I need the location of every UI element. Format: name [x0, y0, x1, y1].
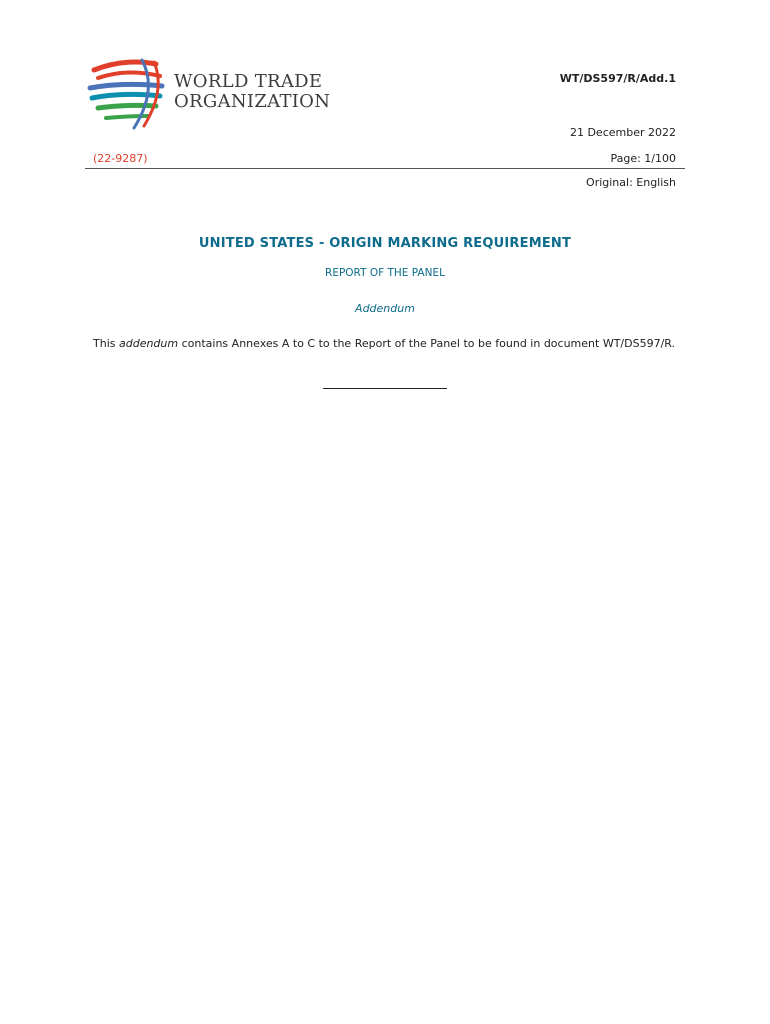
original-language: Original: English	[586, 176, 676, 189]
document-date: 21 December 2022	[569, 126, 676, 139]
wto-emblem-icon	[84, 56, 166, 130]
page-indicator: Page: 1/100	[610, 152, 676, 165]
document-title: UNITED STATES - ORIGIN MARKING REQUIREMENT	[198, 236, 572, 251]
body-lead: This	[93, 337, 119, 350]
wordmark-line-2: ORGANIZATION	[174, 91, 331, 112]
wto-logo	[84, 56, 334, 132]
header-divider	[85, 168, 685, 169]
wto-wordmark	[174, 72, 330, 112]
addendum-label: Addendum	[355, 302, 415, 315]
reference-number: (22-9287)	[93, 152, 148, 165]
document-subtitle: REPORT OF THE PANEL	[325, 267, 445, 279]
wordmark-line-1: WORLD TRADE	[174, 71, 323, 92]
body-emphasis: addendum	[118, 337, 179, 350]
end-divider	[323, 388, 447, 389]
body-paragraph	[93, 337, 676, 351]
body-rest: contains Annexes A to C to the Report of the Panel to be found in document WT/DS597/R.	[178, 337, 676, 350]
document-symbol: WT/DS597/R/Add.1	[559, 72, 676, 85]
